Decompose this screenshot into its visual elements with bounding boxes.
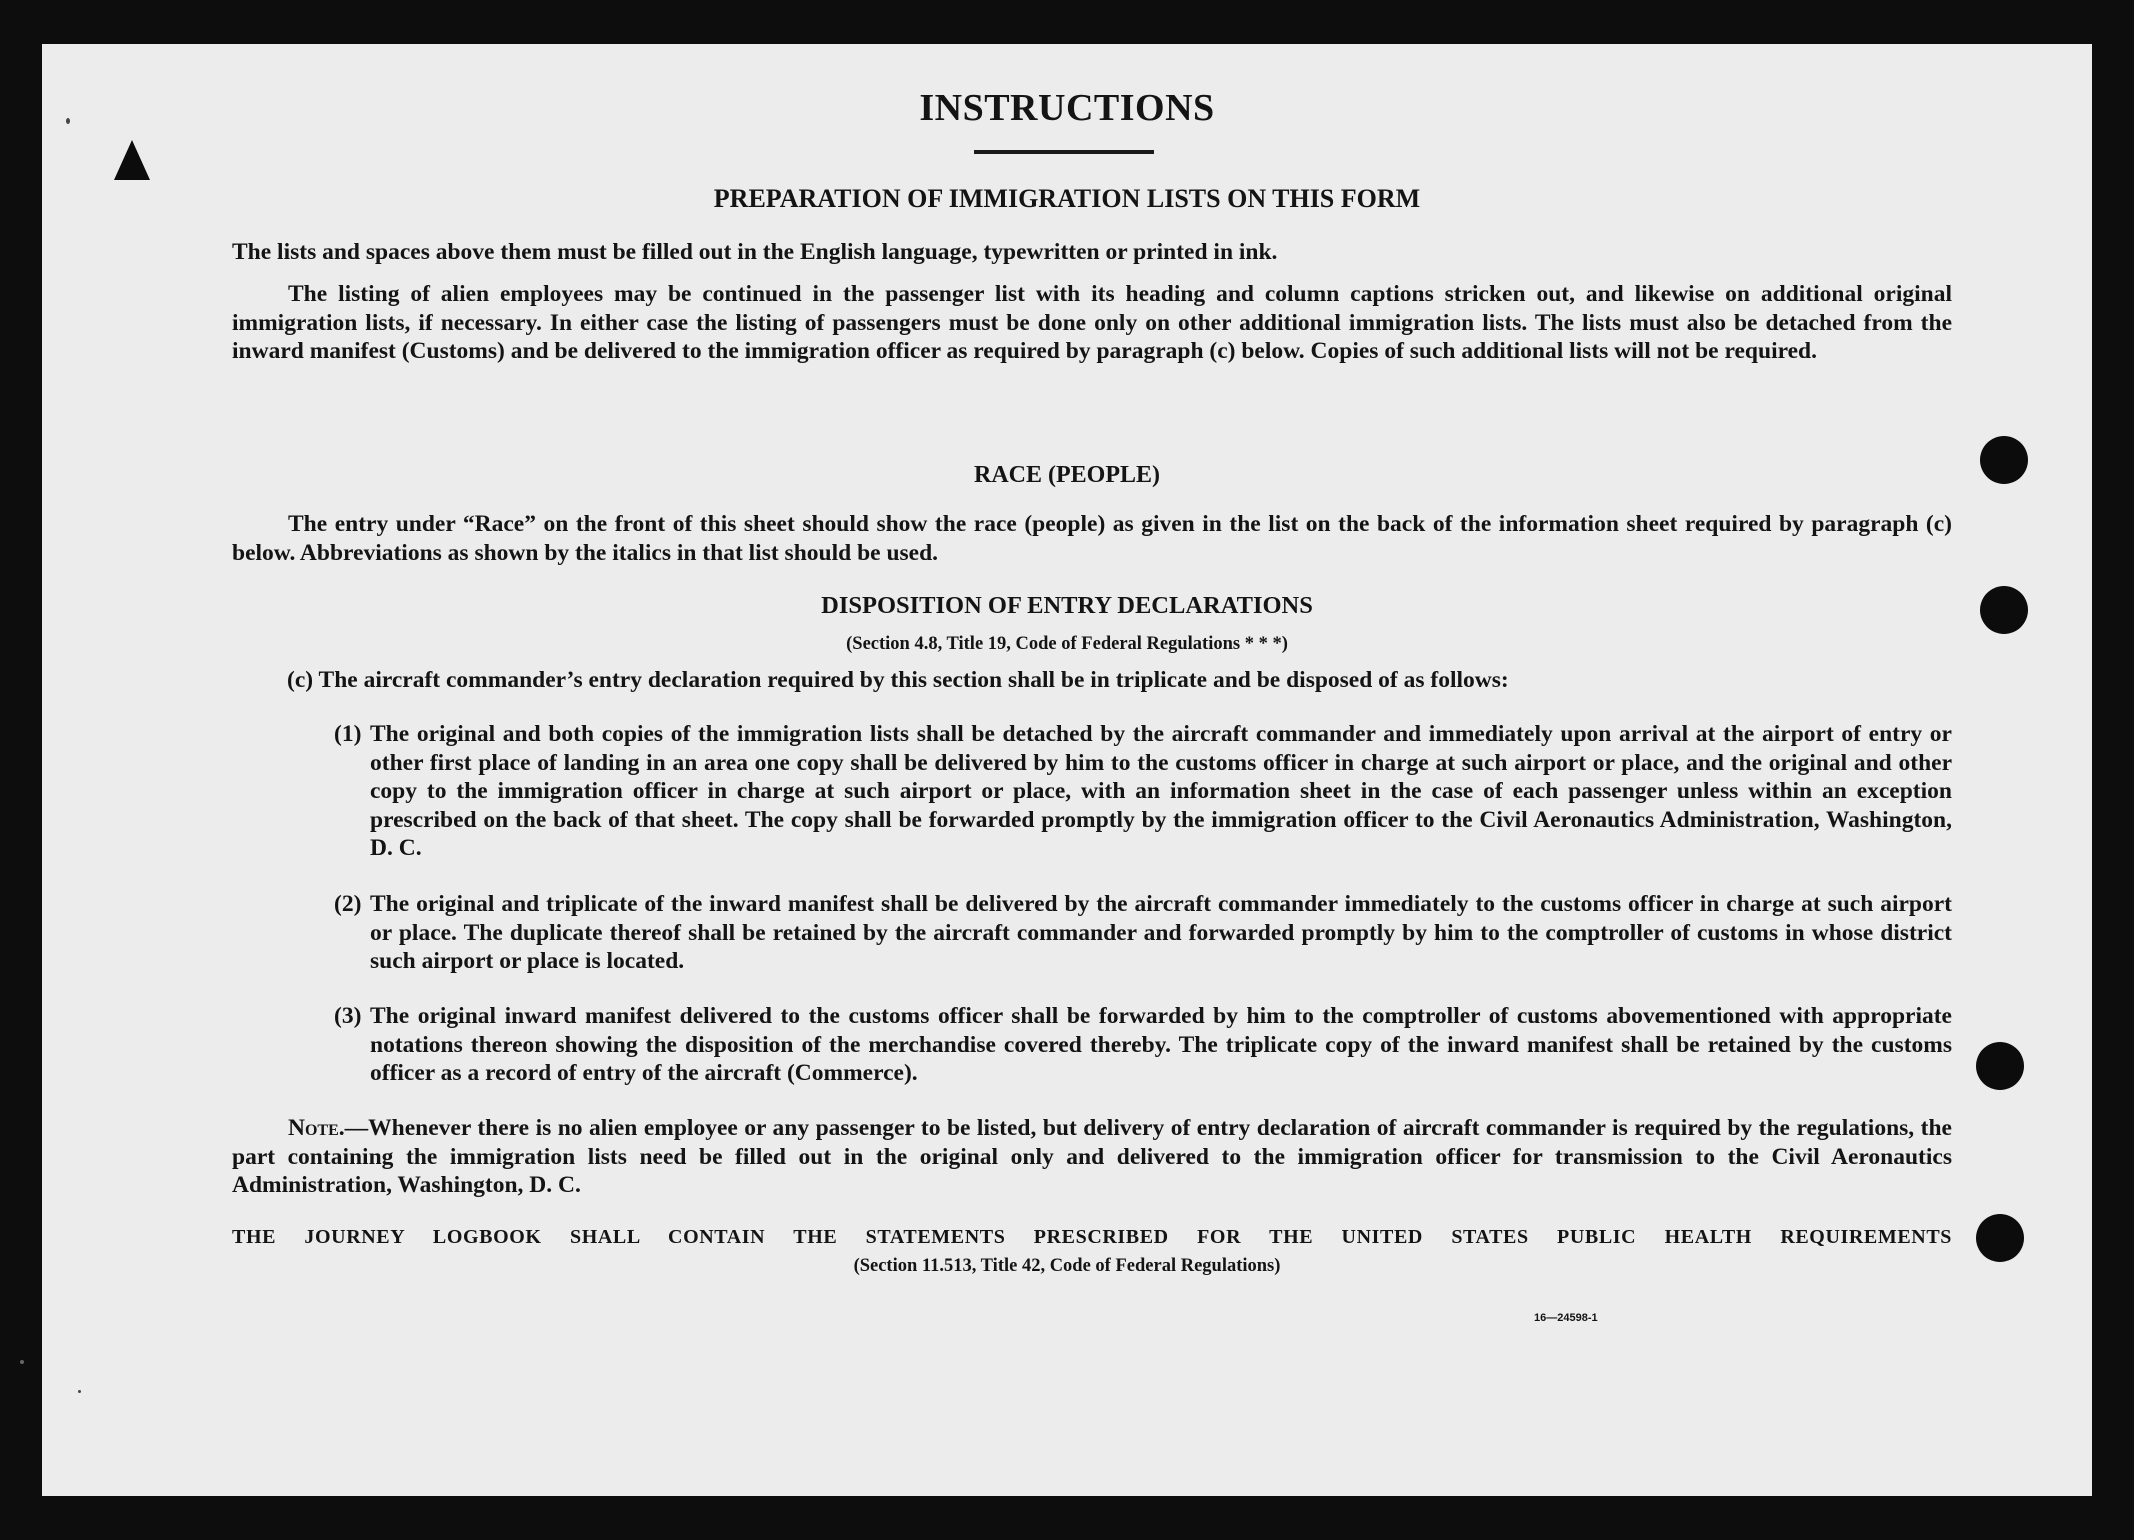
- punch-hole: [1980, 586, 2028, 634]
- list-item: [334, 1002, 1952, 1088]
- ink-blot: [114, 140, 150, 180]
- item-text: The original and triplicate of the inward manifest shall be delivered by the aircraft commander immediately to the customs officer in charge at such airport or place. The duplicate thereof shall be retained by the aircraft commander and forwarded promptly by him to the comptroller of customs in whose district such airport or place is located.: [370, 891, 1952, 974]
- page-title: INSTRUCTIONS: [919, 87, 1215, 129]
- note-text: —Whenever there is no alien employee or any passenger to be listed, but delivery of entry declaration of aircraft commander is required by the regulations, the part containing the immigration lists need be filled out in the original only and delivered to the immigration officer for transmission to the Civil Aeronautics Administration, Washington, D. C.: [232, 1115, 1952, 1198]
- heading-preparation: PREPARATION OF IMMIGRATION LISTS ON THIS FORM: [713, 184, 1421, 213]
- heading-race: RACE (PEOPLE): [974, 462, 1160, 488]
- paragraph-race: The entry under “Race” on the front of this sheet should show the race (people) as given in the list on the back of the information sheet required by paragraph (c) below. Abbreviations as shown by the italics in that list should be used.: [232, 511, 1952, 566]
- dust-speck: [78, 1390, 81, 1393]
- punch-hole: [1976, 1214, 2024, 1262]
- punch-hole: [1976, 1042, 2024, 1090]
- form-number: 16—24598-1: [1534, 1312, 1598, 1324]
- note-label: Note.: [288, 1115, 345, 1141]
- note-paragraph: [232, 1114, 1952, 1200]
- heading-disposition: DISPOSITION OF ENTRY DECLARATIONS: [821, 592, 1313, 619]
- punch-hole: [1980, 436, 2028, 484]
- list-item: [334, 720, 1952, 863]
- item-number: (2): [334, 891, 362, 917]
- paragraph-alien-employees: The listing of alien employees may be continued in the passenger list with its heading and column captions stricken out, and likewise on additional original immigration lists, if necessary. In either case the listing of passengers must be done only on other additional immigration lists. The lists must also be detached from the inward manifest (Customs) and be delivered to the immigration officer as required by paragraph (c) below. Copies of such additional lists will not be required.: [232, 281, 1952, 364]
- journey-logbook-statement: THE JOURNEY LOGBOOK SHALL CONTAIN THE STATEMENTS PRESCRIBED FOR THE UNITED STATES PUBLIC HEALTH REQUIREMENTS: [232, 1226, 1952, 1248]
- dust-speck: [20, 1360, 24, 1364]
- clause-c: (c) The aircraft commander’s entry declaration required by this section shall be in triplicate and be disposed of as follows:: [287, 667, 1509, 693]
- list-item: [334, 890, 1952, 976]
- citation-title-19: (Section 4.8, Title 19, Code of Federal Regulations * * *): [846, 634, 1288, 654]
- item-number: (1): [334, 721, 362, 747]
- dust-speck: [66, 118, 70, 124]
- paragraph-english-language: The lists and spaces above them must be filled out in the English language, typewritten or printed in ink.: [232, 239, 1278, 265]
- item-text: The original and both copies of the immigration lists shall be detached by the aircraft commander and immediately upon arrival at the airport of entry or other first place of landing in an area one copy shall be delivered by him to the customs officer in charge at such airport or place, and the original and other copy to the immigration officer in charge at such airport or place, with an information sheet in the case of each passenger unless within an exception prescribed on the back of that sheet. The copy shall be forwarded promptly by the immigration officer to the Civil Aeronautics Administration, Washington, D. C.: [370, 721, 1952, 861]
- citation-title-42: (Section 11.513, Title 42, Code of Federal Regulations): [853, 1256, 1281, 1276]
- item-text: The original inward manifest delivered to the customs officer shall be forwarded by him to the comptroller of customs abovementioned with appropriate notations thereon showing the disposition of the merchandise covered thereby. The triplicate copy of the inward manifest shall be retained by the customs officer as a record of entry of the aircraft (Commerce).: [370, 1003, 1952, 1086]
- item-number: (3): [334, 1003, 362, 1029]
- title-underline: [974, 150, 1154, 154]
- document-sheet: [42, 44, 2092, 1496]
